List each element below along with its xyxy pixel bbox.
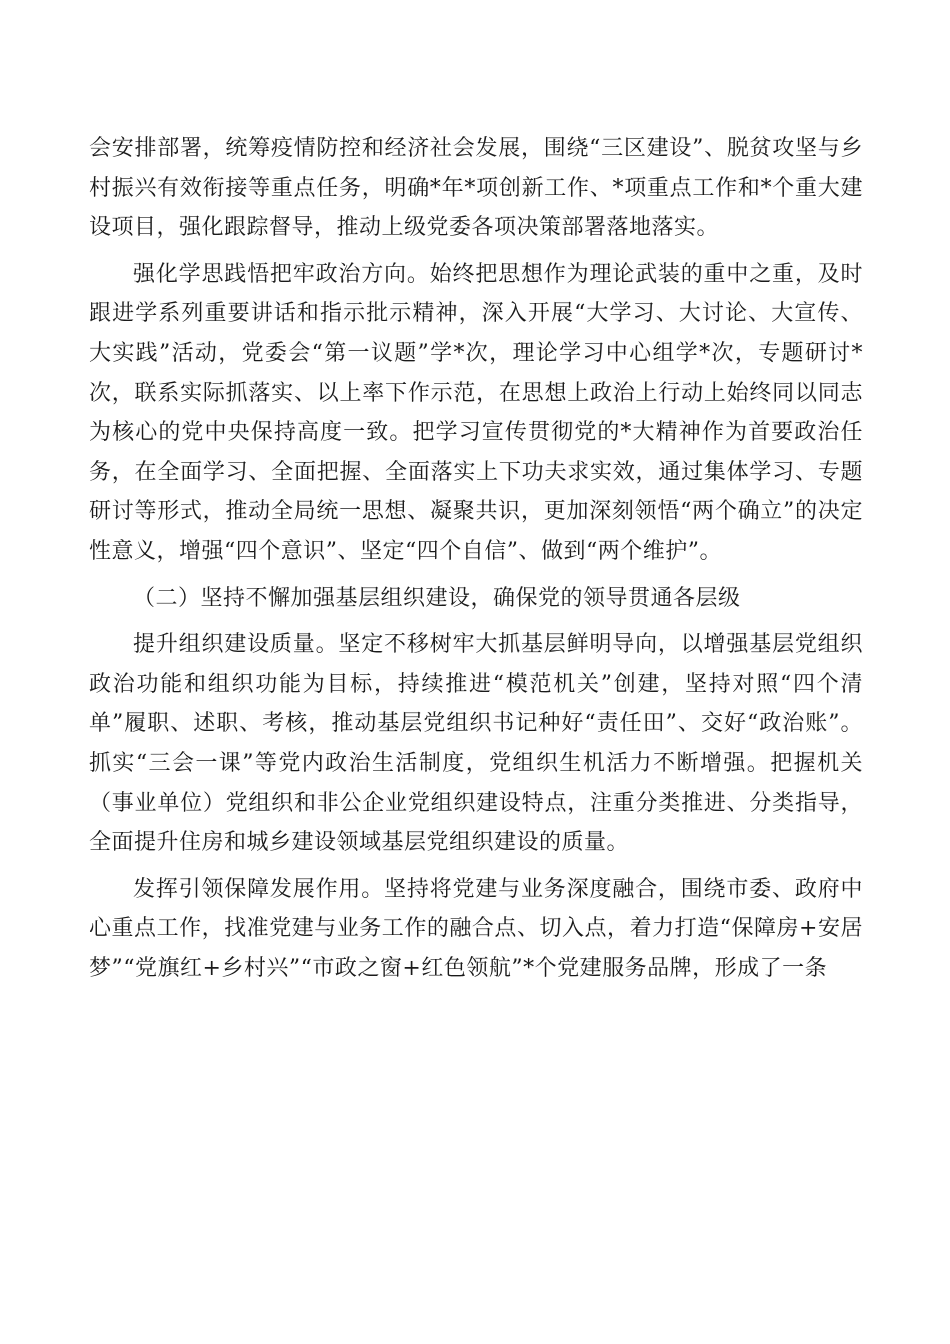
section-heading: （二）坚持不懈加强基层组织建设，确保党的领导贯通各层级 <box>133 585 741 611</box>
paragraph-continuation: 会安排部署，统筹疫情防控和经济社会发展，围绕“三区建设”、脱贫攻坚与乡村振兴有效衔接等重点任务，明确*年*项创新工作、*项重点工作和*个重大建设项目，强化跟踪督导，推动上级党委各项决策部署落地落实。 <box>89 136 863 241</box>
paragraph-leading-role: 发挥引领保障发展作用。坚持将党建与业务深度融合，围绕市委、政府中心重点工作，找准党建与业务工作的融合点、切入点，着力打造“保障房+安居梦”“党旗红+乡村兴”“市政之窗+红色领航”*个党建服务品牌，形成了一条 <box>89 876 863 981</box>
paragraph-political-direction: 强化学思践悟把牢政治方向。始终把思想作为理论武装的重中之重，及时跟进学系列重要讲话和指示批示精神，深入开展“大学习、大讨论、大宣传、大实践”活动，党委会“第一议题”学*次，理论学习中心组学*次，专题研讨*次，联系实际抓落实、以上率下作示范，在思想上政治上行动上始终同以同志为核心的党中央保持高度一致。把学习宣传贯彻党的*大精神作为首要政治任务，在全面学习、全面把握、全面落实上下功夫求实效，通过集体学习、专题研讨等形式，推动全局统一思想、凝聚共识，更加深刻领悟“两个确立”的决定性意义，增强“四个意识”、坚定“四个自信”、做到“两个维护”。 <box>89 261 863 564</box>
paragraph-organization-quality: 提升组织建设质量。坚定不移树牢大抓基层鲜明导向，以增强基层党组织政治功能和组织功能为目标，持续推进“模范机关”创建，坚持对照“四个清单”履职、述职、考核，推动基层党组织书记种好“责任田”、交好“政治账”。抓实“三会一课”等党内政治生活制度，党组织生机活力不断增强。把握机关（事业单位）党组织和非公企业党组织建设特点，注重分类推进、分类指导，全面提升住房和城乡建设领域基层党组织建设的质量。 <box>89 632 863 856</box>
document-page <box>89 129 863 988</box>
